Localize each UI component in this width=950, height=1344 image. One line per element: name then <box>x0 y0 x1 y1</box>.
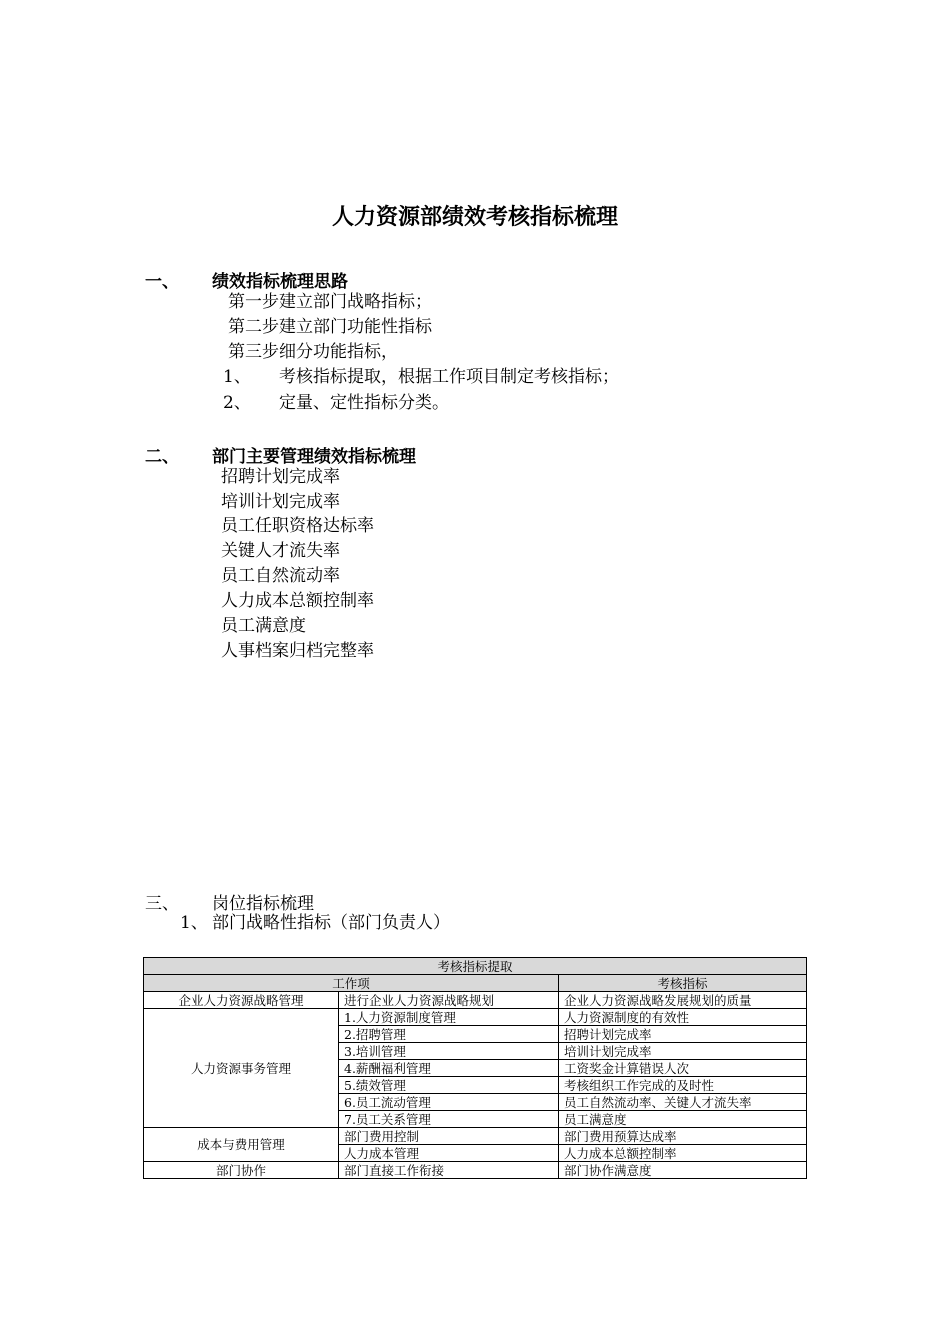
section2-item: 招聘计划完成率 <box>221 467 340 487</box>
section2-title: 部门主要管理绩效指标梳理 <box>212 447 416 467</box>
table-caption: 考核指标提取 <box>144 958 807 975</box>
column-header-kpi: 考核指标 <box>559 975 807 992</box>
section3-sub-number: 1、 <box>180 913 208 933</box>
kpi-cell: 企业人力资源战略发展规划的质量 <box>559 992 807 1009</box>
section1-substep-text: 定量、定性指标分类。 <box>279 393 449 413</box>
work-item-cell: 4.薪酬福利管理 <box>339 1060 559 1077</box>
column-header-work: 工作项 <box>144 975 559 992</box>
kpi-cell: 部门协作满意度 <box>559 1162 807 1179</box>
work-item-cell: 1.人力资源制度管理 <box>339 1009 559 1026</box>
section1-step: 第二步建立部门功能性指标 <box>228 317 432 337</box>
kpi-cell: 培训计划完成率 <box>559 1043 807 1060</box>
section3-title: 岗位指标梳理 <box>212 894 314 914</box>
section1-substep-number: 1、 <box>223 367 251 387</box>
section2-item: 员工自然流动率 <box>221 566 340 586</box>
table-row <box>144 1009 807 1026</box>
section2-item: 人事档案归档完整率 <box>221 641 374 661</box>
work-item-cell: 部门直接工作衔接 <box>339 1162 559 1179</box>
section1-step: 第一步建立部门战略指标； <box>228 292 432 312</box>
category-cell: 部门协作 <box>144 1162 339 1179</box>
section1-step: 第三步细分功能指标， <box>228 342 398 362</box>
table-row <box>144 992 807 1009</box>
kpi-cell: 员工自然流动率、关键人才流失率 <box>559 1094 807 1111</box>
section2-item: 关键人才流失率 <box>221 541 340 561</box>
kpi-cell: 考核组织工作完成的及时性 <box>559 1077 807 1094</box>
section2-number: 二、 <box>145 447 179 467</box>
category-cell: 人力资源事务管理 <box>144 1009 339 1128</box>
work-item-cell: 3.培训管理 <box>339 1043 559 1060</box>
section1-substep-text: 考核指标提取，根据工作项目制定考核指标； <box>279 367 619 387</box>
section1-substep-number: 2、 <box>223 393 251 413</box>
kpi-cell: 工资奖金计算错误人次 <box>559 1060 807 1077</box>
kpi-cell: 人力成本总额控制率 <box>559 1145 807 1162</box>
section2-item: 员工任职资格达标率 <box>221 516 374 536</box>
kpi-cell: 部门费用预算达成率 <box>559 1128 807 1145</box>
section2-item: 培训计划完成率 <box>221 492 340 512</box>
kpi-cell: 人力资源制度的有效性 <box>559 1009 807 1026</box>
work-item-cell: 5.绩效管理 <box>339 1077 559 1094</box>
kpi-cell: 员工满意度 <box>559 1111 807 1128</box>
section3-number: 三、 <box>145 894 179 914</box>
section1-number: 一、 <box>145 272 179 292</box>
work-item-cell: 人力成本管理 <box>339 1145 559 1162</box>
page-title: 人力资源部绩效考核指标梳理 <box>331 205 618 230</box>
kpi-table <box>143 957 807 1179</box>
section3-sub-title: 部门战略性指标（部门负责人） <box>212 913 450 933</box>
table-row <box>144 1128 807 1145</box>
category-cell: 成本与费用管理 <box>144 1128 339 1162</box>
table-row <box>144 1162 807 1179</box>
work-item-cell: 部门费用控制 <box>339 1128 559 1145</box>
work-item-cell: 7.员工关系管理 <box>339 1111 559 1128</box>
work-item-cell: 进行企业人力资源战略规划 <box>339 992 559 1009</box>
category-cell: 企业人力资源战略管理 <box>144 992 339 1009</box>
work-item-cell: 6.员工流动管理 <box>339 1094 559 1111</box>
section2-item: 员工满意度 <box>221 616 306 636</box>
section1-title: 绩效指标梳理思路 <box>212 272 348 292</box>
work-item-cell: 2.招聘管理 <box>339 1026 559 1043</box>
section2-item: 人力成本总额控制率 <box>221 591 374 611</box>
kpi-cell: 招聘计划完成率 <box>559 1026 807 1043</box>
